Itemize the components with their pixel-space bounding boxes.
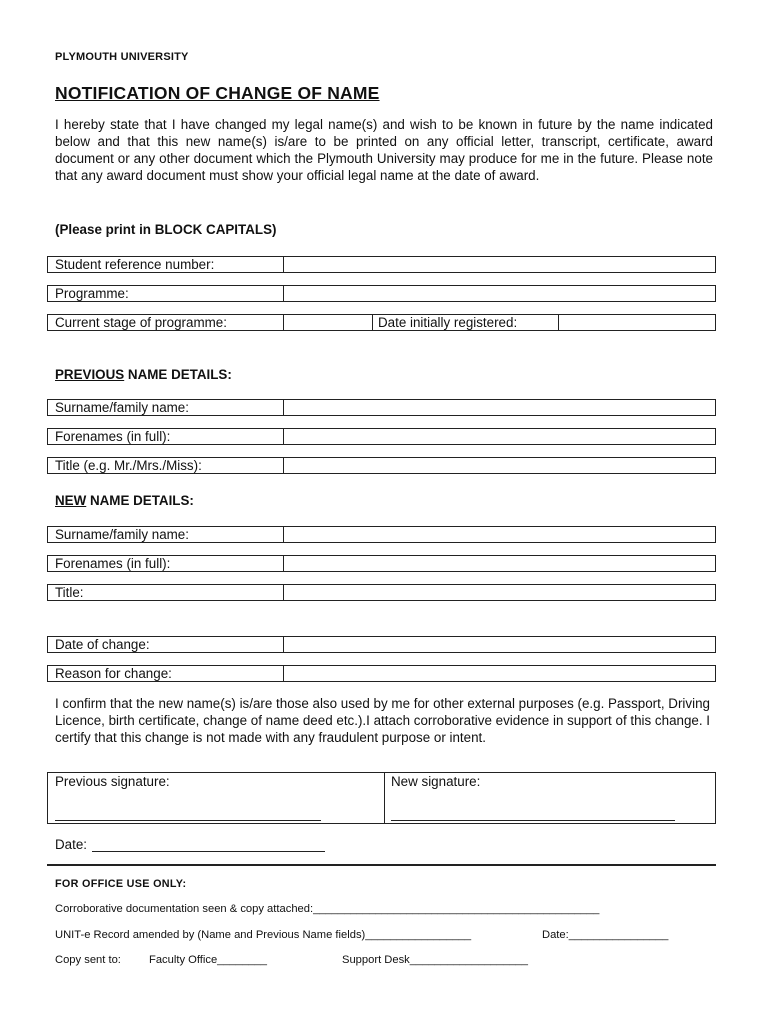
- new-signature-label: New signature:: [391, 774, 481, 789]
- previous-heading: [55, 367, 232, 382]
- divider: [47, 864, 716, 866]
- new-title-row: [47, 584, 716, 601]
- form-title: NOTIFICATION OF CHANGE OF NAME: [55, 83, 380, 103]
- university-name: PLYMOUTH UNIVERSITY: [55, 51, 189, 63]
- new-signature-cell[interactable]: [385, 773, 715, 823]
- new-forenames-row: [47, 555, 716, 572]
- faculty-office-line: Faculty Office________: [149, 954, 267, 966]
- prev-forenames-field[interactable]: [284, 429, 715, 444]
- programme-field[interactable]: [284, 286, 715, 301]
- support-desk-line: Support Desk___________________: [342, 954, 528, 966]
- block-capitals-note: (Please print in BLOCK CAPITALS): [55, 222, 277, 237]
- reason-field[interactable]: [284, 666, 715, 681]
- new-heading-underlined: NEW: [55, 493, 87, 508]
- intro-paragraph: I hereby state that I have changed my legal name(s) and wish to be known in future by the name indicated below and that this new name(s) is/are to be printed on any official letter, transcript, certificate, award document or any other document which the Plymouth University may produce for me in the future. Please note that any award document must show your official legal name at the date of award.: [55, 117, 713, 183]
- new-title-field[interactable]: [284, 585, 715, 600]
- prev-forenames-row: [47, 428, 716, 445]
- stage-row: [47, 314, 716, 331]
- student-ref-row: [47, 256, 716, 273]
- prev-surname-label: Surname/family name:: [48, 400, 284, 415]
- date-of-change-label: Date of change:: [48, 637, 284, 652]
- corroborative-line: Corroborative documentation seen & copy attached:______________________________________________: [55, 903, 600, 915]
- programme-label: Programme:: [48, 286, 284, 301]
- previous-signature-label: Previous signature:: [55, 774, 170, 789]
- office-use-heading: FOR OFFICE USE ONLY:: [55, 878, 187, 890]
- prev-title-label: Title (e.g. Mr./Mrs./Miss):: [48, 458, 284, 473]
- stage-label: Current stage of programme:: [48, 315, 284, 330]
- previous-heading-underlined: PREVIOUS: [55, 367, 125, 382]
- registered-label: Date initially registered:: [373, 315, 559, 330]
- new-heading: [55, 493, 194, 508]
- confirmation-paragraph: I confirm that the new name(s) is/are those also used by me for other external purposes (e.g. Passport, Driving Licence, birth certificate, change of name deed etc.).I attach corroborative evidence in support of this change. I certify that this change is not made with any fraudulent purpose or intent.: [55, 696, 711, 745]
- new-title-label: Title:: [48, 585, 284, 600]
- unite-record-line: UNIT-e Record amended by (Name and Previous Name fields)_________________: [55, 929, 472, 941]
- registered-field[interactable]: [559, 315, 715, 330]
- reason-label: Reason for change:: [48, 666, 284, 681]
- signature-date-line[interactable]: [92, 851, 325, 852]
- signature-date-label: Date:: [55, 837, 88, 852]
- new-surname-row: [47, 526, 716, 543]
- new-surname-field[interactable]: [284, 527, 715, 542]
- prev-forenames-label: Forenames (in full):: [48, 429, 284, 444]
- unite-date-line: Date:________________: [542, 929, 669, 941]
- new-heading-rest: NAME DETAILS:: [86, 493, 194, 508]
- programme-row: [47, 285, 716, 302]
- stage-field[interactable]: [284, 315, 373, 330]
- student-ref-label: Student reference number:: [48, 257, 284, 272]
- reason-row: [47, 665, 716, 682]
- new-surname-label: Surname/family name:: [48, 527, 284, 542]
- prev-title-field[interactable]: [284, 458, 715, 473]
- copy-sent-label: Copy sent to:: [55, 954, 121, 966]
- student-ref-field[interactable]: [284, 257, 715, 272]
- previous-signature-line: [55, 820, 321, 821]
- new-forenames-field[interactable]: [284, 556, 715, 571]
- date-of-change-field[interactable]: [284, 637, 715, 652]
- new-forenames-label: Forenames (in full):: [48, 556, 284, 571]
- prev-surname-row: [47, 399, 716, 416]
- prev-surname-field[interactable]: [284, 400, 715, 415]
- prev-title-row: [47, 457, 716, 474]
- previous-signature-cell[interactable]: [48, 773, 385, 823]
- date-of-change-row: [47, 636, 716, 653]
- previous-heading-rest: NAME DETAILS:: [124, 367, 232, 382]
- signature-box: [47, 772, 716, 824]
- new-signature-line: [391, 820, 675, 821]
